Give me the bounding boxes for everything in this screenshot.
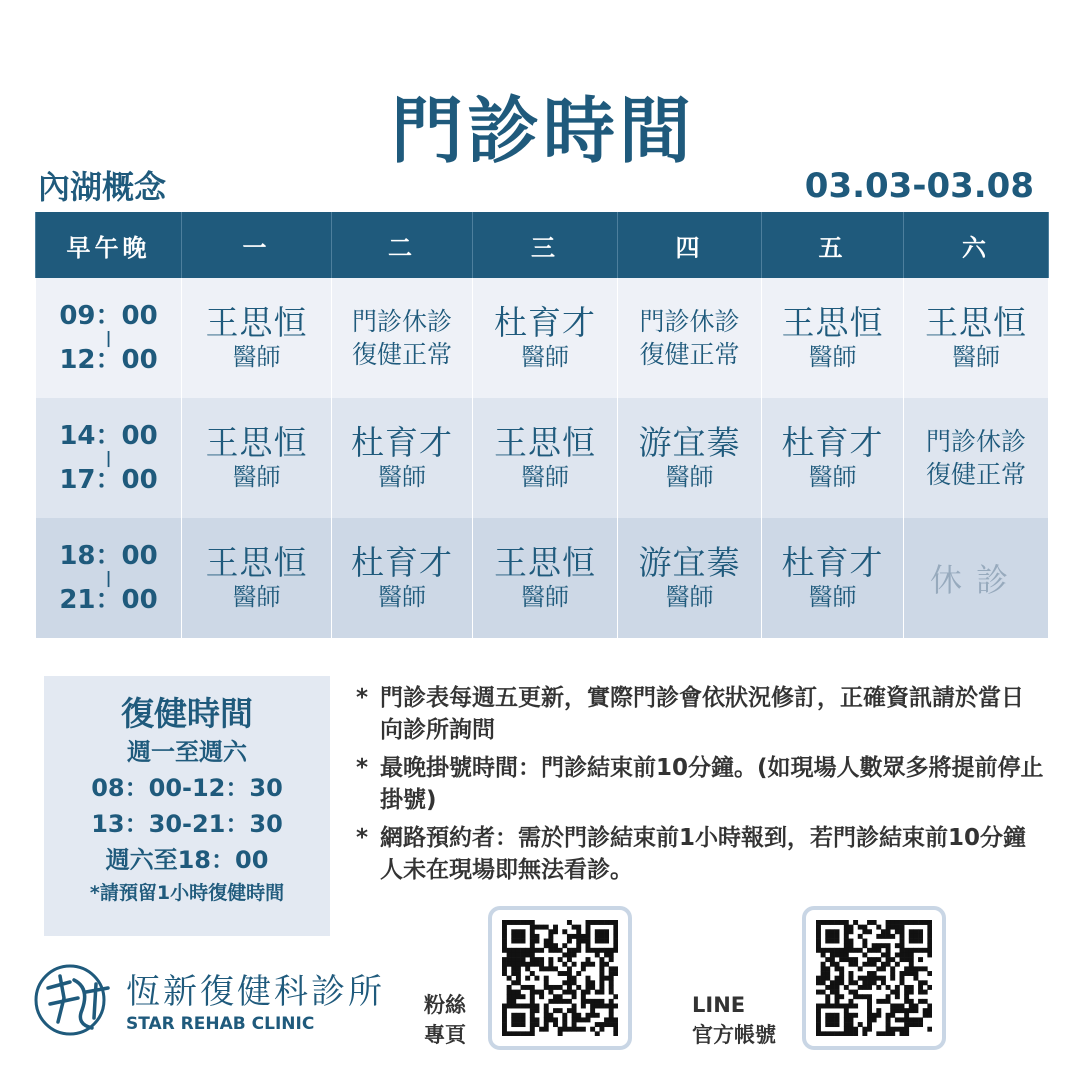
- doctor-title: 醫師: [665, 463, 714, 491]
- note-star: *: [356, 755, 369, 781]
- schedule-cell-tue: [332, 518, 473, 638]
- note-item: [356, 752, 1046, 816]
- doctor-name: 杜育才: [351, 543, 453, 582]
- schedule-cell-mon: [182, 278, 332, 398]
- qr-code-line-official[interactable]: [802, 906, 946, 1050]
- cell-note-line: 復健正常: [639, 340, 740, 369]
- schedule-row: [36, 278, 1049, 398]
- header-day-tue: 二: [332, 212, 473, 278]
- doctor-title: 醫師: [521, 583, 569, 611]
- schedule-row: [36, 518, 1049, 638]
- time-slot-cell: [36, 278, 182, 398]
- schedule-cell-wed: [473, 278, 618, 398]
- qr-label-line: 官方帳號: [692, 1023, 776, 1047]
- qr-label-fanpage: [424, 990, 466, 1050]
- doctor-title: 醫師: [232, 343, 281, 371]
- time-slot-cell: [36, 518, 182, 638]
- cell-note-line: 門診休診: [351, 307, 452, 336]
- location-label: 內湖概念: [38, 168, 167, 206]
- page-title: 門診時間: [390, 89, 695, 173]
- doctor-title: 醫師: [808, 343, 857, 371]
- header-day-sat: 六: [904, 212, 1049, 278]
- schedule-cell-fri: [762, 278, 904, 398]
- time-slot-cell: [36, 398, 182, 518]
- schedule-cell-mon: [182, 398, 332, 518]
- header-day-fri: 五: [762, 212, 904, 278]
- rehab-hours-box: [44, 676, 330, 936]
- doctor-name: 杜育才: [781, 543, 884, 582]
- doctor-name: 王思恒: [494, 543, 596, 582]
- doctor-name: 游宜蓁: [638, 423, 741, 462]
- doctor-title: 醫師: [808, 583, 857, 611]
- header-corner: 早午晚: [36, 212, 182, 278]
- doctor-name: 杜育才: [781, 423, 884, 462]
- schedule-cell-fri: [762, 398, 904, 518]
- doctor-title: 醫師: [665, 583, 714, 611]
- time-separator: |: [105, 568, 112, 587]
- qr-label-line-official: [692, 990, 776, 1050]
- schedule-cell-tue: [332, 278, 473, 398]
- time-end: 21：00: [59, 585, 158, 615]
- time-slot: [36, 541, 181, 615]
- header-day-wed: 三: [473, 212, 618, 278]
- schedule-cell-sat: [904, 398, 1049, 518]
- rehab-title: 復健時間: [121, 694, 253, 733]
- doctor-title: 醫師: [378, 583, 426, 611]
- doctor-name: 杜育才: [494, 303, 596, 342]
- header-day-thu: 四: [618, 212, 762, 278]
- doctor-name: 游宜蓁: [638, 543, 741, 582]
- clinic-logo: [30, 958, 410, 1038]
- schedule-cell-wed: [473, 398, 618, 518]
- schedule-cell-fri: [762, 518, 904, 638]
- schedule-cell-sat: [904, 518, 1049, 638]
- doctor-title: 醫師: [378, 463, 426, 491]
- time-start: 14：00: [59, 421, 158, 451]
- time-start: 18：00: [59, 541, 158, 571]
- doctor-name: 杜育才: [351, 423, 453, 462]
- doctor-title: 醫師: [521, 463, 569, 491]
- date-range: 03.03-03.08: [804, 166, 1034, 206]
- note-text: 門診表每週五更新，實際門診會依狀況修訂，正確資訊請於當日向診所詢問: [380, 685, 1024, 743]
- schedule-cell-thu: [618, 278, 762, 398]
- closed-label: 休診: [929, 561, 1022, 599]
- schedule-cell-sat: [904, 278, 1049, 398]
- note-text: 最晚掛號時間：門診結束前10分鐘。(如現場人數眾多將提前停止掛號): [380, 755, 1044, 813]
- schedule-cell-thu: [618, 518, 762, 638]
- time-slot: [36, 301, 181, 375]
- time-end: 17：00: [59, 465, 158, 495]
- time-separator: |: [105, 448, 112, 467]
- schedule-table: [35, 212, 1049, 638]
- doctor-title: 醫師: [808, 463, 857, 491]
- doctor-name: 王思恒: [205, 303, 308, 342]
- schedule-cell-thu: [618, 398, 762, 518]
- note-item: [356, 682, 1046, 746]
- clinic-logo-icon: [30, 958, 116, 1038]
- doctor-name: 王思恒: [205, 543, 308, 582]
- qr-label-line: LINE: [692, 993, 746, 1017]
- rehab-note: *請預留1小時復健時間: [89, 882, 285, 904]
- cell-note-line: 門診休診: [639, 307, 740, 336]
- schedule-cell-mon: [182, 518, 332, 638]
- doctor-name: 王思恒: [925, 303, 1027, 342]
- doctor-title: 醫師: [952, 343, 1000, 371]
- schedule-cell-tue: [332, 398, 473, 518]
- time-separator: |: [105, 328, 112, 347]
- qr-code-icon: [502, 920, 618, 1036]
- schedule-row: [36, 398, 1049, 518]
- notes-list: [356, 682, 1046, 892]
- doctor-name: 王思恒: [205, 423, 308, 462]
- doctor-title: 醫師: [232, 463, 281, 491]
- qr-label-line: 粉絲: [424, 993, 466, 1017]
- schedule-header-row: [36, 212, 1049, 278]
- qr-code-fanpage[interactable]: [488, 906, 632, 1050]
- doctor-title: 醫師: [521, 343, 569, 371]
- doctor-title: 醫師: [232, 583, 281, 611]
- clinic-name: 恆新復健科診所: [126, 972, 385, 1012]
- rehab-saturday: 週六至18：00: [105, 846, 269, 874]
- header-day-mon: 一: [182, 212, 332, 278]
- cell-note-line: 復健正常: [925, 460, 1026, 489]
- note-star: *: [356, 825, 369, 851]
- rehab-days: 週一至週六: [127, 738, 247, 766]
- time-start: 09：00: [59, 301, 158, 331]
- doctor-name: 王思恒: [781, 303, 884, 342]
- time-end: 12：00: [59, 345, 158, 375]
- clinic-name-en: STAR REHAB CLINIC: [126, 1014, 315, 1034]
- cell-note-line: 復健正常: [351, 340, 452, 369]
- doctor-name: 王思恒: [494, 423, 596, 462]
- time-slot: [36, 421, 181, 495]
- note-star: *: [356, 685, 369, 711]
- note-item: [356, 822, 1046, 886]
- qr-code-icon: [816, 920, 932, 1036]
- schedule-cell-wed: [473, 518, 618, 638]
- cell-note-line: 門診休診: [925, 427, 1026, 456]
- rehab-hours-afternoon: 13：30-21：30: [91, 810, 283, 838]
- qr-label-line: 專頁: [424, 1023, 466, 1047]
- rehab-hours-morning: 08：00-12：30: [91, 774, 283, 802]
- note-text: 網路預約者：需於門診結束前1小時報到，若門診結束前10分鐘人未在現場即無法看診。: [380, 825, 1027, 883]
